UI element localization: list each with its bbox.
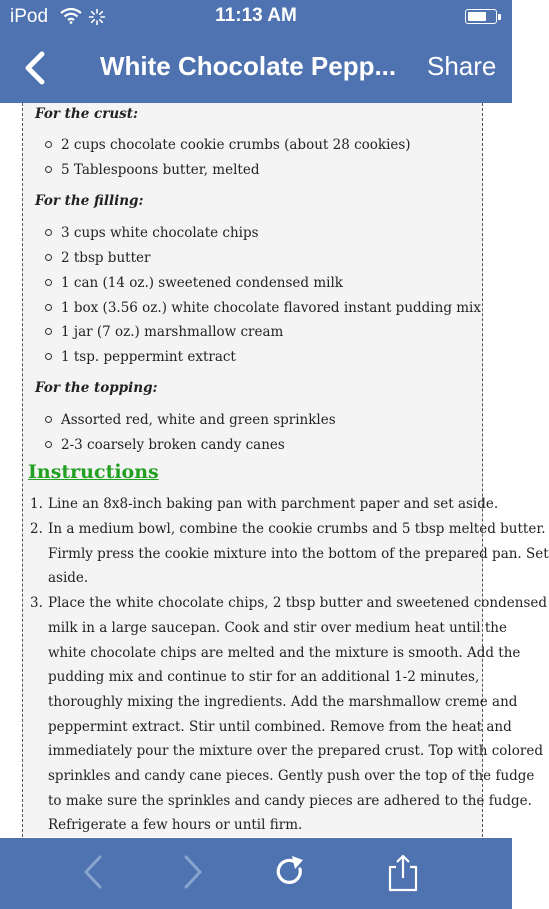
bullet-icon	[45, 254, 52, 261]
step-text: sprinkles and candy cane pieces. Gently push over the top of the fudge	[48, 768, 535, 784]
battery-tip	[498, 14, 501, 20]
recipe-content	[22, 103, 549, 837]
instructions-heading: Instructions	[28, 461, 159, 483]
step-text: aside.	[48, 570, 89, 586]
status-bar	[0, 0, 512, 34]
list-item: 1 tsp. peppermint extract	[45, 349, 236, 365]
list-item: 2 tbsp butter	[45, 250, 150, 266]
step-number: 1.	[30, 496, 43, 512]
bullet-icon	[45, 141, 52, 148]
list-item: 3 cups white chocolate chips	[45, 225, 259, 241]
step-text: milk in a large saucepan. Cook and stir over medium heat until the	[48, 620, 507, 636]
list-item: 1 jar (7 oz.) marshmallow cream	[45, 324, 283, 340]
share-button[interactable]: Share	[427, 51, 497, 81]
bullet-icon	[45, 441, 52, 448]
bullet-icon	[45, 353, 52, 360]
list-item: Assorted red, white and green sprinkles	[45, 412, 336, 428]
step-text: Place the white chocolate chips, 2 tbsp butter and sweetened condensed	[48, 595, 547, 611]
bottom-toolbar	[0, 838, 512, 909]
list-item: 2-3 coarsely broken candy canes	[45, 437, 285, 453]
page-title: White Chocolate Pepp...	[100, 51, 397, 81]
bullet-icon	[45, 166, 52, 173]
carrier-label: iPod	[10, 6, 49, 27]
section-heading-filling: For the filling:	[35, 193, 144, 209]
bullet-icon	[45, 279, 52, 286]
list-item: 1 box (3.56 oz.) white chocolate flavored instant pudding mix	[45, 300, 481, 316]
step-text: pudding mix and continue to stir for an additional 1-2 minutes,	[48, 669, 480, 685]
step-text: immediately pour the mixture over the prepared crust. Top with colored	[48, 743, 543, 759]
section-heading-crust: For the crust:	[35, 106, 138, 122]
list-item: 2 cups chocolate cookie crumbs (about 28 cookies)	[45, 137, 411, 153]
section-heading-topping: For the topping:	[35, 380, 158, 396]
step-text: In a medium bowl, combine the cookie crumbs and 5 tbsp melted butter.	[48, 521, 546, 537]
status-time: 11:13 AM	[215, 5, 297, 26]
bullet-icon	[45, 416, 52, 423]
chevron-right-icon[interactable]	[172, 852, 212, 892]
step-text: Refrigerate a few hours or until firm.	[48, 817, 303, 833]
step-text: thoroughly mixing the ingredients. Add the marshmallow creme and	[48, 694, 518, 710]
back-chevron-icon[interactable]	[20, 50, 52, 86]
step-text: Line an 8x8-inch baking pan with parchment paper and set aside.	[48, 496, 499, 512]
bullet-icon	[45, 328, 52, 335]
bullet-icon	[45, 229, 52, 236]
app-header	[0, 0, 512, 103]
step-text: to make sure the sprinkles and candy pieces are adhered to the fudge.	[48, 793, 532, 809]
reload-icon[interactable]	[270, 852, 310, 892]
list-item: 5 Tablespoons butter, melted	[45, 162, 259, 178]
share-icon[interactable]	[383, 852, 423, 892]
step-text: peppermint extract. Stir until combined. Remove from the heat and	[48, 719, 512, 735]
step-number: 2.	[30, 521, 43, 537]
chevron-left-icon[interactable]	[74, 852, 114, 892]
step-number: 3.	[30, 595, 43, 611]
bullet-icon	[45, 304, 52, 311]
battery-icon	[465, 9, 497, 24]
step-text: white chocolate chips are melted and the mixture is smooth. Add the	[48, 645, 521, 661]
step-text: Firmly press the cookie mixture into the bottom of the prepared pan. Set	[48, 546, 549, 562]
list-item: 1 can (14 oz.) sweetened condensed milk	[45, 275, 343, 291]
